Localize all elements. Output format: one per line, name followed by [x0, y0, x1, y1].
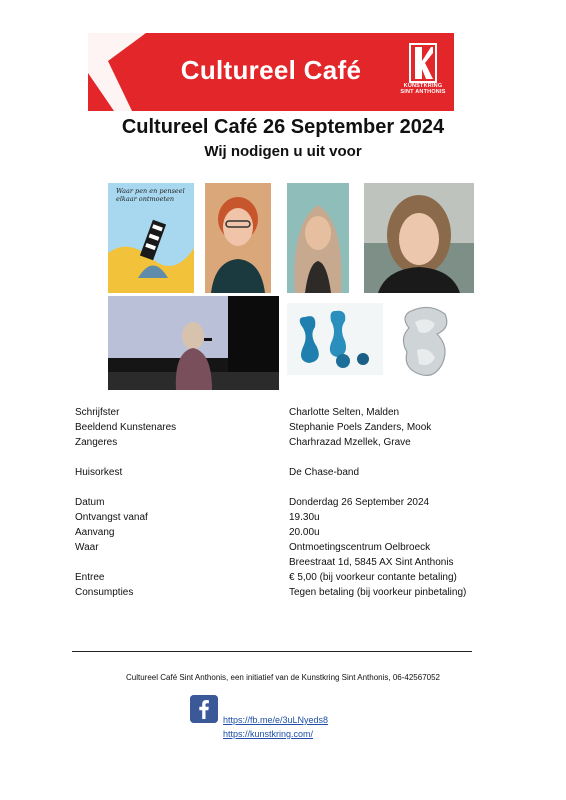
- info-value-location: Ontmoetingscentrum Oelbroeck: [289, 542, 431, 553]
- portrait-photo-singer: [287, 183, 349, 293]
- info-label-date: Datum: [75, 497, 105, 508]
- facebook-link[interactable]: https://fb.me/e/3uLNyeds8: [223, 715, 329, 725]
- info-label-house-band: Huisorkest: [75, 467, 123, 478]
- info-label-singer: Zangeres: [75, 437, 118, 448]
- info-value-address: Breestraat 1d, 5845 AX Sint Anthonis: [289, 557, 454, 568]
- info-label-writer: Schrijfster: [75, 407, 120, 418]
- facebook-icon[interactable]: [190, 695, 218, 723]
- info-value-house-band: De Chase-band: [289, 467, 360, 478]
- book-cover-text: Waar pen en penseel elkaar ontmoeten: [116, 187, 185, 203]
- book-cover-photo: [108, 183, 194, 293]
- info-value-writer: Charlotte Selten, Malden: [289, 407, 400, 418]
- website-link[interactable]: https://kunstkring.com/: [223, 729, 314, 739]
- event-subtitle: Wij nodigen u uit voor: [204, 143, 362, 160]
- glass-art-photo-1: [287, 303, 383, 375]
- portrait-photo-artist: [364, 183, 474, 293]
- info-label-start: Aanvang: [75, 527, 115, 538]
- footer-divider: [72, 651, 472, 652]
- info-label-reception: Ontvangst vanaf: [75, 512, 148, 523]
- stage-performance-photo: [108, 296, 279, 390]
- kunstkring-logo-icon: [409, 43, 437, 83]
- org-name-line1: KUNSTKRING: [403, 83, 443, 89]
- info-value-start: 20.00u: [289, 527, 320, 538]
- org-name-line2: SINT ANTHONIS: [400, 89, 446, 95]
- glass-art-photo-2: [389, 302, 459, 386]
- event-title: Cultureel Café 26 September 2024: [121, 116, 445, 138]
- info-value-singer: Charhrazad Mzellek, Grave: [289, 437, 411, 448]
- info-value-consumptions: Tegen betaling (bij voorkeur pinbetaling): [289, 587, 467, 598]
- info-value-date: Donderdag 26 September 2024: [289, 497, 430, 508]
- banner-title: Cultureel Café: [180, 55, 362, 85]
- portrait-photo-writer: [205, 183, 271, 293]
- info-value-entry: € 5,00 (bij voorkeur contante betaling): [289, 572, 457, 583]
- info-label-consumptions: Consumpties: [75, 587, 134, 598]
- info-label-visual-artist: Beeldend Kunstenares: [75, 422, 177, 433]
- footer-text: Cultureel Café Sint Anthonis, een initiatief van de Kunstkring Sint Anthonis, 06-42567052: [126, 673, 440, 682]
- info-label-location: Waar: [75, 542, 99, 553]
- header-banner: [88, 33, 454, 111]
- info-label-entry: Entree: [75, 572, 105, 583]
- kunstkring-logo: [400, 43, 446, 103]
- info-value-reception: 19.30u: [289, 512, 320, 523]
- info-value-visual-artist: Stephanie Poels Zanders, Mook: [289, 422, 432, 433]
